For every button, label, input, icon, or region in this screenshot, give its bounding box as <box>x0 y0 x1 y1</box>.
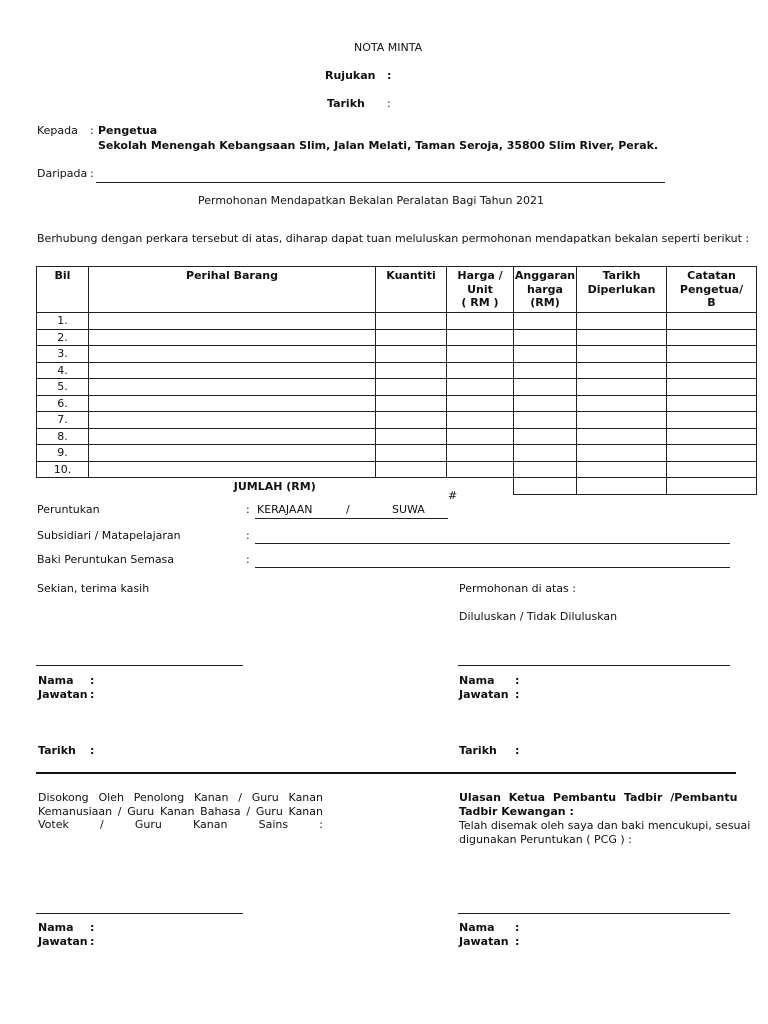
cell-harga[interactable] <box>447 412 514 429</box>
table-row <box>37 445 757 462</box>
table-row <box>37 362 757 379</box>
cell-harga[interactable] <box>447 313 514 330</box>
cell-kuantiti[interactable] <box>376 395 447 412</box>
cell-kuantiti[interactable] <box>376 329 447 346</box>
section-divider <box>36 772 736 774</box>
col-anggaran-harga: Anggaran harga (RM) <box>514 267 577 313</box>
cell-perihal[interactable] <box>89 428 376 445</box>
col-tarikh-diperlukan: Tarikh Diperlukan <box>577 267 667 313</box>
cell-harga[interactable] <box>447 346 514 363</box>
cell-tarikh[interactable] <box>577 329 667 346</box>
cell-kuantiti[interactable] <box>376 346 447 363</box>
option-kerajaan[interactable]: KERAJAAN <box>257 503 313 516</box>
table-row <box>37 329 757 346</box>
cell-anggaran[interactable] <box>514 329 577 346</box>
row-number: 1. <box>37 313 89 330</box>
cell-anggaran[interactable] <box>514 412 577 429</box>
baki-colon: : <box>246 553 250 566</box>
cell-anggaran[interactable] <box>514 362 577 379</box>
table-row <box>37 346 757 363</box>
kepada-label: Kepada <box>37 124 78 137</box>
table-row <box>37 313 757 330</box>
peruntukan-label: Peruntukan <box>37 503 100 516</box>
rujukan-colon: : <box>387 69 392 82</box>
cell-tarikh[interactable] <box>577 362 667 379</box>
cell-catatan[interactable] <box>667 379 757 396</box>
table-row <box>37 379 757 396</box>
items-table <box>36 266 757 495</box>
cell-catatan[interactable] <box>667 445 757 462</box>
cell-harga[interactable] <box>447 428 514 445</box>
recipient-address: Sekolah Menengah Kebangsaan Slim, Jalan Melati, Taman Seroja, 35800 Slim River, Perak. <box>98 139 659 152</box>
option-suwa[interactable]: SUWA <box>392 503 425 516</box>
nama-colon: : <box>515 674 520 687</box>
col-bil: Bil <box>37 267 89 313</box>
cell-catatan[interactable] <box>667 329 757 346</box>
tarikh-sign-colon: : <box>90 744 95 757</box>
daripada-colon: : <box>90 167 94 180</box>
cell-catatan[interactable] <box>667 362 757 379</box>
row-number: 2. <box>37 329 89 346</box>
subsidiari-label: Subsidiari / Matapelajaran <box>37 529 181 542</box>
row-number: 5. <box>37 379 89 396</box>
row-number: 8. <box>37 428 89 445</box>
cell-kuantiti[interactable] <box>376 412 447 429</box>
option-separator: / <box>346 503 350 516</box>
col-perihal-barang: Perihal Barang <box>89 267 376 313</box>
cell-harga[interactable] <box>447 445 514 462</box>
cell-tarikh[interactable] <box>577 395 667 412</box>
baki-field[interactable] <box>255 567 730 568</box>
cell-tarikh[interactable] <box>577 379 667 396</box>
cell-jumlah-tarikh <box>577 478 667 495</box>
cell-harga[interactable] <box>447 362 514 379</box>
cell-kuantiti[interactable] <box>376 445 447 462</box>
daripada-label: Daripada <box>37 167 88 180</box>
cell-anggaran[interactable] <box>514 395 577 412</box>
cell-catatan[interactable] <box>667 461 757 478</box>
cell-catatan[interactable] <box>667 346 757 363</box>
review-heading-cont: Tadbir Kewangan : <box>459 805 574 818</box>
nama-label: Nama <box>459 674 495 687</box>
tarikh-label: Tarikh <box>327 97 365 110</box>
tarikh-sign-label: Tarikh <box>459 744 497 757</box>
jumlah-label: JUMLAH (RM) <box>37 478 514 495</box>
cell-kuantiti[interactable] <box>376 379 447 396</box>
signature-line-applicant <box>36 665 243 666</box>
nama-label: Nama <box>38 921 74 934</box>
row-number: 9. <box>37 445 89 462</box>
nama-colon: : <box>90 674 95 687</box>
cell-catatan[interactable] <box>667 395 757 412</box>
cell-perihal[interactable] <box>89 346 376 363</box>
cell-anggaran[interactable] <box>514 346 577 363</box>
nama-label: Nama <box>459 921 495 934</box>
daripada-line <box>96 182 665 183</box>
nama-label: Nama <box>38 674 74 687</box>
cell-kuantiti[interactable] <box>376 461 447 478</box>
cell-harga[interactable] <box>447 329 514 346</box>
table-row <box>37 412 757 429</box>
footnote-hash: # <box>448 489 458 502</box>
table-row <box>37 461 757 478</box>
closing-thanks: Sekian, terima kasih <box>37 582 150 595</box>
cell-catatan[interactable] <box>667 412 757 429</box>
cell-anggaran[interactable] <box>514 379 577 396</box>
row-number: 3. <box>37 346 89 363</box>
cell-tarikh[interactable] <box>577 313 667 330</box>
recipient-name: Pengetua <box>98 124 158 137</box>
cell-perihal[interactable] <box>89 379 376 396</box>
cell-kuantiti[interactable] <box>376 428 447 445</box>
cell-kuantiti[interactable] <box>376 362 447 379</box>
cell-perihal[interactable] <box>89 461 376 478</box>
peruntukan-colon: : <box>246 503 250 516</box>
cell-perihal[interactable] <box>89 445 376 462</box>
review-heading: Ulasan Ketua Pembantu Tadbir /Pembantu <box>459 791 738 804</box>
cell-kuantiti[interactable] <box>376 313 447 330</box>
table-row <box>37 395 757 412</box>
subsidiari-field[interactable] <box>255 543 730 544</box>
support-text: Disokong Oleh Penolong Kanan / Guru Kanan Kemanusiaan / Guru Kanan Bahasa / Guru Kanan Votek / Guru Kanan Sains : <box>38 791 323 831</box>
cell-harga[interactable] <box>447 379 514 396</box>
jawatan-colon: : <box>515 935 520 948</box>
cell-catatan[interactable] <box>667 428 757 445</box>
table-row <box>37 428 757 445</box>
tarikh-sign-label: Tarikh <box>38 744 76 757</box>
jawatan-label: Jawatan <box>459 688 509 701</box>
signature-line-approver <box>458 665 730 666</box>
table-header-row <box>37 267 757 313</box>
rujukan-label: Rujukan <box>325 69 376 82</box>
tarikh-sign-colon: : <box>515 744 520 757</box>
jawatan-label: Jawatan <box>459 935 509 948</box>
row-number: 4. <box>37 362 89 379</box>
cell-tarikh[interactable] <box>577 461 667 478</box>
nama-colon: : <box>90 921 95 934</box>
col-harga-unit: Harga / Unit ( RM ) <box>447 267 514 313</box>
jawatan-label: Jawatan <box>38 688 88 701</box>
cell-anggaran[interactable] <box>514 428 577 445</box>
subsidiari-colon: : <box>246 529 250 542</box>
jawatan-colon: : <box>90 935 95 948</box>
subject-heading: Permohonan Mendapatkan Bekalan Peralatan Bagi Tahun 2021 <box>198 194 544 207</box>
cell-harga[interactable] <box>447 395 514 412</box>
kepada-colon: : <box>90 124 94 137</box>
cell-anggaran[interactable] <box>514 461 577 478</box>
permohonan-label: Permohonan di atas : <box>459 582 576 595</box>
cell-anggaran[interactable] <box>514 313 577 330</box>
cell-catatan[interactable] <box>667 313 757 330</box>
cell-jumlah-catatan <box>667 478 757 495</box>
signature-line-supporter <box>36 913 243 914</box>
cell-perihal[interactable] <box>89 395 376 412</box>
cell-perihal[interactable] <box>89 412 376 429</box>
cell-tarikh[interactable] <box>577 445 667 462</box>
cell-perihal[interactable] <box>89 329 376 346</box>
intro-text: Berhubung dengan perkara tersebut di atas, diharap dapat tuan meluluskan permohonan mendapatkan bekalan seperti berikut : <box>37 232 750 245</box>
signature-line-reviewer <box>458 913 730 914</box>
cell-jumlah-anggaran[interactable] <box>514 478 577 495</box>
cell-tarikh[interactable] <box>577 346 667 363</box>
decision-options[interactable]: Diluluskan / Tidak Diluluskan <box>459 610 618 623</box>
cell-perihal[interactable] <box>89 362 376 379</box>
cell-perihal[interactable] <box>89 313 376 330</box>
jumlah-row <box>37 478 757 495</box>
nama-colon: : <box>515 921 520 934</box>
jawatan-colon: : <box>515 688 520 701</box>
col-catatan: Catatan Pengetua/ B <box>667 267 757 313</box>
review-text: Telah disemak oleh saya dan baki mencukupi, sesuai <box>459 819 751 832</box>
peruntukan-line <box>255 518 448 519</box>
jawatan-label: Jawatan <box>38 935 88 948</box>
cell-tarikh[interactable] <box>577 428 667 445</box>
review-text-cont: digunakan Peruntukan ( PCG ) : <box>459 833 632 846</box>
row-number: 6. <box>37 395 89 412</box>
tarikh-colon: : <box>387 97 391 110</box>
cell-tarikh[interactable] <box>577 412 667 429</box>
document-title: NOTA MINTA <box>354 41 423 54</box>
row-number: 10. <box>37 461 89 478</box>
baki-label: Baki Peruntukan Semasa <box>37 553 175 566</box>
jawatan-colon: : <box>90 688 95 701</box>
row-number: 7. <box>37 412 89 429</box>
cell-harga[interactable] <box>447 461 514 478</box>
cell-anggaran[interactable] <box>514 445 577 462</box>
col-kuantiti: Kuantiti <box>376 267 447 313</box>
